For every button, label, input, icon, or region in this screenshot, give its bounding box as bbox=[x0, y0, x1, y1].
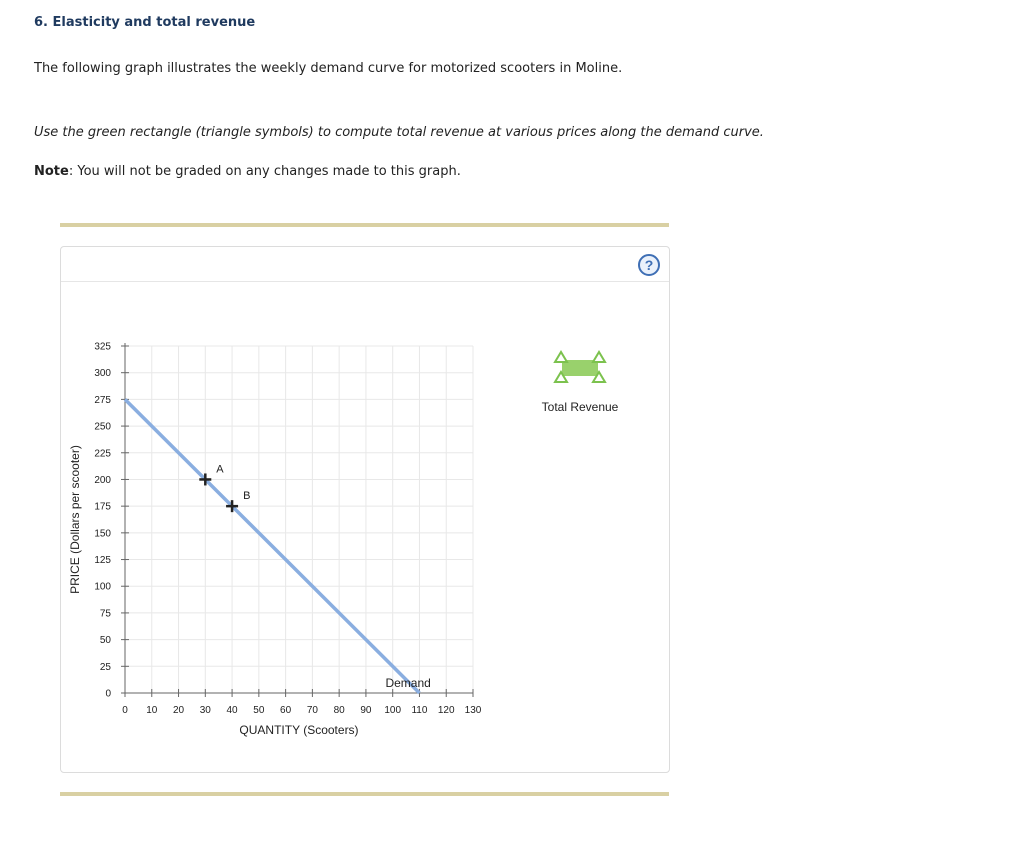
y-tick-label: 50 bbox=[99, 635, 111, 647]
y-tick-label: 275 bbox=[94, 394, 111, 406]
x-tick-label: 80 bbox=[333, 705, 345, 716]
y-axis-label: PRICE (Dollars per scooter) bbox=[68, 445, 82, 594]
x-tick-label: 10 bbox=[146, 705, 158, 716]
question-intro: The following graph illustrates the weekly demand curve for motorized scooters in Moline. bbox=[34, 61, 623, 76]
y-tick-label: 325 bbox=[94, 341, 111, 353]
x-tick-label: 90 bbox=[360, 705, 372, 716]
y-tick-label: 75 bbox=[99, 608, 111, 620]
x-axis-label: QUANTITY (Scooters) bbox=[239, 723, 359, 737]
x-tick-label: 30 bbox=[199, 705, 211, 716]
question-note bbox=[34, 164, 461, 179]
demand-chart bbox=[61, 247, 669, 772]
x-tick-label: 70 bbox=[306, 705, 318, 716]
question-instruction: Use the green rectangle (triangle symbols) to compute total revenue at various prices along the demand curve. bbox=[34, 125, 764, 140]
x-tick-label: 60 bbox=[280, 705, 292, 716]
bottom-divider bbox=[60, 792, 669, 796]
note-text: : You will not be graded on any changes made to this graph. bbox=[68, 164, 461, 179]
y-tick-label: 150 bbox=[94, 528, 111, 540]
x-tick-label: 130 bbox=[464, 705, 482, 716]
top-divider bbox=[60, 223, 669, 227]
x-tick-label: 110 bbox=[411, 705, 428, 716]
y-tick-label: 175 bbox=[94, 501, 111, 513]
y-tick-label: 125 bbox=[94, 555, 111, 567]
note-label: Note bbox=[34, 164, 69, 179]
triangle-handle-icon[interactable] bbox=[593, 352, 605, 362]
y-tick-label: 250 bbox=[94, 421, 111, 433]
question-title: 6. Elasticity and total revenue bbox=[34, 15, 256, 30]
y-tick-label: 300 bbox=[94, 368, 111, 380]
point-label-a: A bbox=[216, 463, 224, 476]
x-tick-label: 50 bbox=[253, 705, 265, 716]
help-icon[interactable]: ? bbox=[638, 254, 660, 276]
x-tick-label: 0 bbox=[122, 705, 128, 716]
demand-curve[interactable] bbox=[125, 399, 419, 693]
y-tick-label: 25 bbox=[99, 661, 111, 673]
y-tick-label: 200 bbox=[94, 474, 111, 486]
y-tick-label: 100 bbox=[94, 581, 111, 593]
demand-label: Demand bbox=[385, 676, 431, 690]
x-tick-label: 20 bbox=[172, 705, 185, 716]
y-tick-label: 225 bbox=[94, 448, 111, 460]
x-tick-label: 100 bbox=[384, 705, 402, 716]
point-label-b: B bbox=[243, 490, 251, 503]
legend-total-revenue-label: Total Revenue bbox=[541, 400, 619, 414]
x-tick-label: 120 bbox=[437, 705, 455, 716]
triangle-handle-icon[interactable] bbox=[555, 352, 567, 362]
graph-panel bbox=[60, 246, 670, 773]
x-tick-label: 40 bbox=[226, 705, 238, 716]
y-tick-label: 0 bbox=[105, 688, 111, 700]
